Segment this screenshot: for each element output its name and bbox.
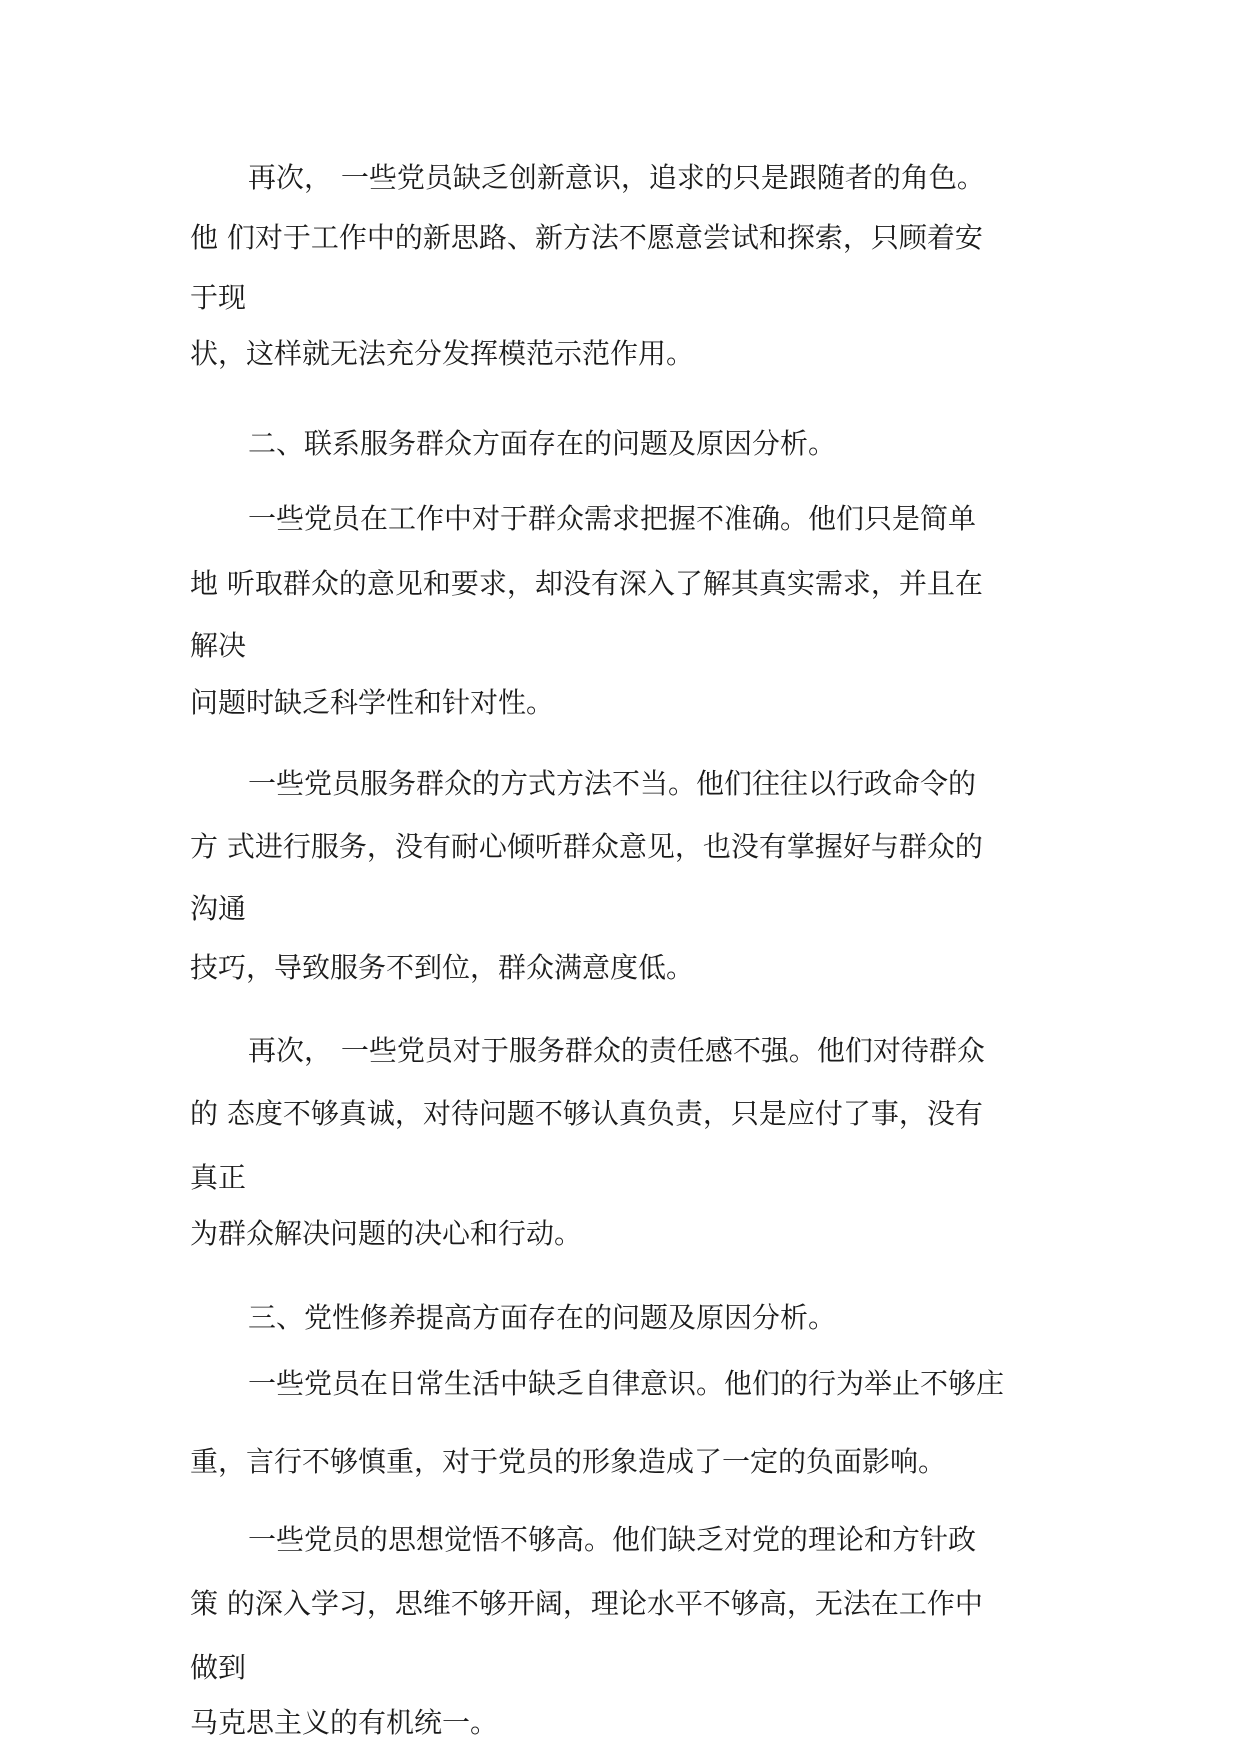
paragraph-line: 解决 <box>190 629 247 662</box>
paragraph-line: 他 们对于工作中的新思路、新方法不愿意尝试和探索，只顾着安 <box>190 221 983 254</box>
paragraph-line: 沟通 <box>190 892 247 925</box>
paragraph-line: 的 态度不够真诚，对待问题不够认真负责，只是应付了事，没有 <box>190 1097 983 1130</box>
paragraph-line: 为群众解决问题的决心和行动。 <box>190 1217 583 1250</box>
paragraph-line: 一些党员在日常生活中缺乏自律意识。他们的行为举止不够庄 <box>248 1367 1005 1400</box>
paragraph-line: 重，言行不够慎重，对于党员的形象造成了一定的负面影响。 <box>190 1445 947 1478</box>
paragraph-line: 真正 <box>190 1161 247 1194</box>
paragraph-line: 状，这样就无法充分发挥模范示范作用。 <box>190 337 695 370</box>
section-heading: 三、党性修养提高方面存在的问题及原因分析。 <box>248 1301 837 1334</box>
paragraph-line: 于现 <box>190 281 247 314</box>
paragraph-line: 再次， 一些党员缺乏创新意识，追求的只是跟随者的角色。 <box>248 161 985 194</box>
paragraph-line: 技巧，导致服务不到位，群众满意度低。 <box>190 951 695 984</box>
paragraph-line: 马克思主义的有机统一。 <box>190 1706 499 1739</box>
paragraph-line: 再次， 一些党员对于服务群众的责任感不强。他们对待群众 <box>248 1034 985 1067</box>
paragraph-line: 一些党员在工作中对于群众需求把握不准确。他们只是简单 <box>248 502 977 535</box>
paragraph-line: 一些党员的思想觉悟不够高。他们缺乏对党的理论和方针政 <box>248 1523 977 1556</box>
paragraph-line: 一些党员服务群众的方式方法不当。他们往往以行政命令的 <box>248 767 977 800</box>
paragraph-line: 做到 <box>190 1651 247 1684</box>
paragraph-line: 地 听取群众的意见和要求，却没有深入了解其真实需求，并且在 <box>190 567 983 600</box>
paragraph-line: 策 的深入学习，思维不够开阔，理论水平不够高，无法在工作中 <box>190 1587 983 1620</box>
section-heading: 二、联系服务群众方面存在的问题及原因分析。 <box>248 427 837 460</box>
paragraph-line: 问题时缺乏科学性和针对性。 <box>190 686 555 719</box>
paragraph-line: 方 式进行服务，没有耐心倾听群众意见，也没有掌握好与群众的 <box>190 830 983 863</box>
